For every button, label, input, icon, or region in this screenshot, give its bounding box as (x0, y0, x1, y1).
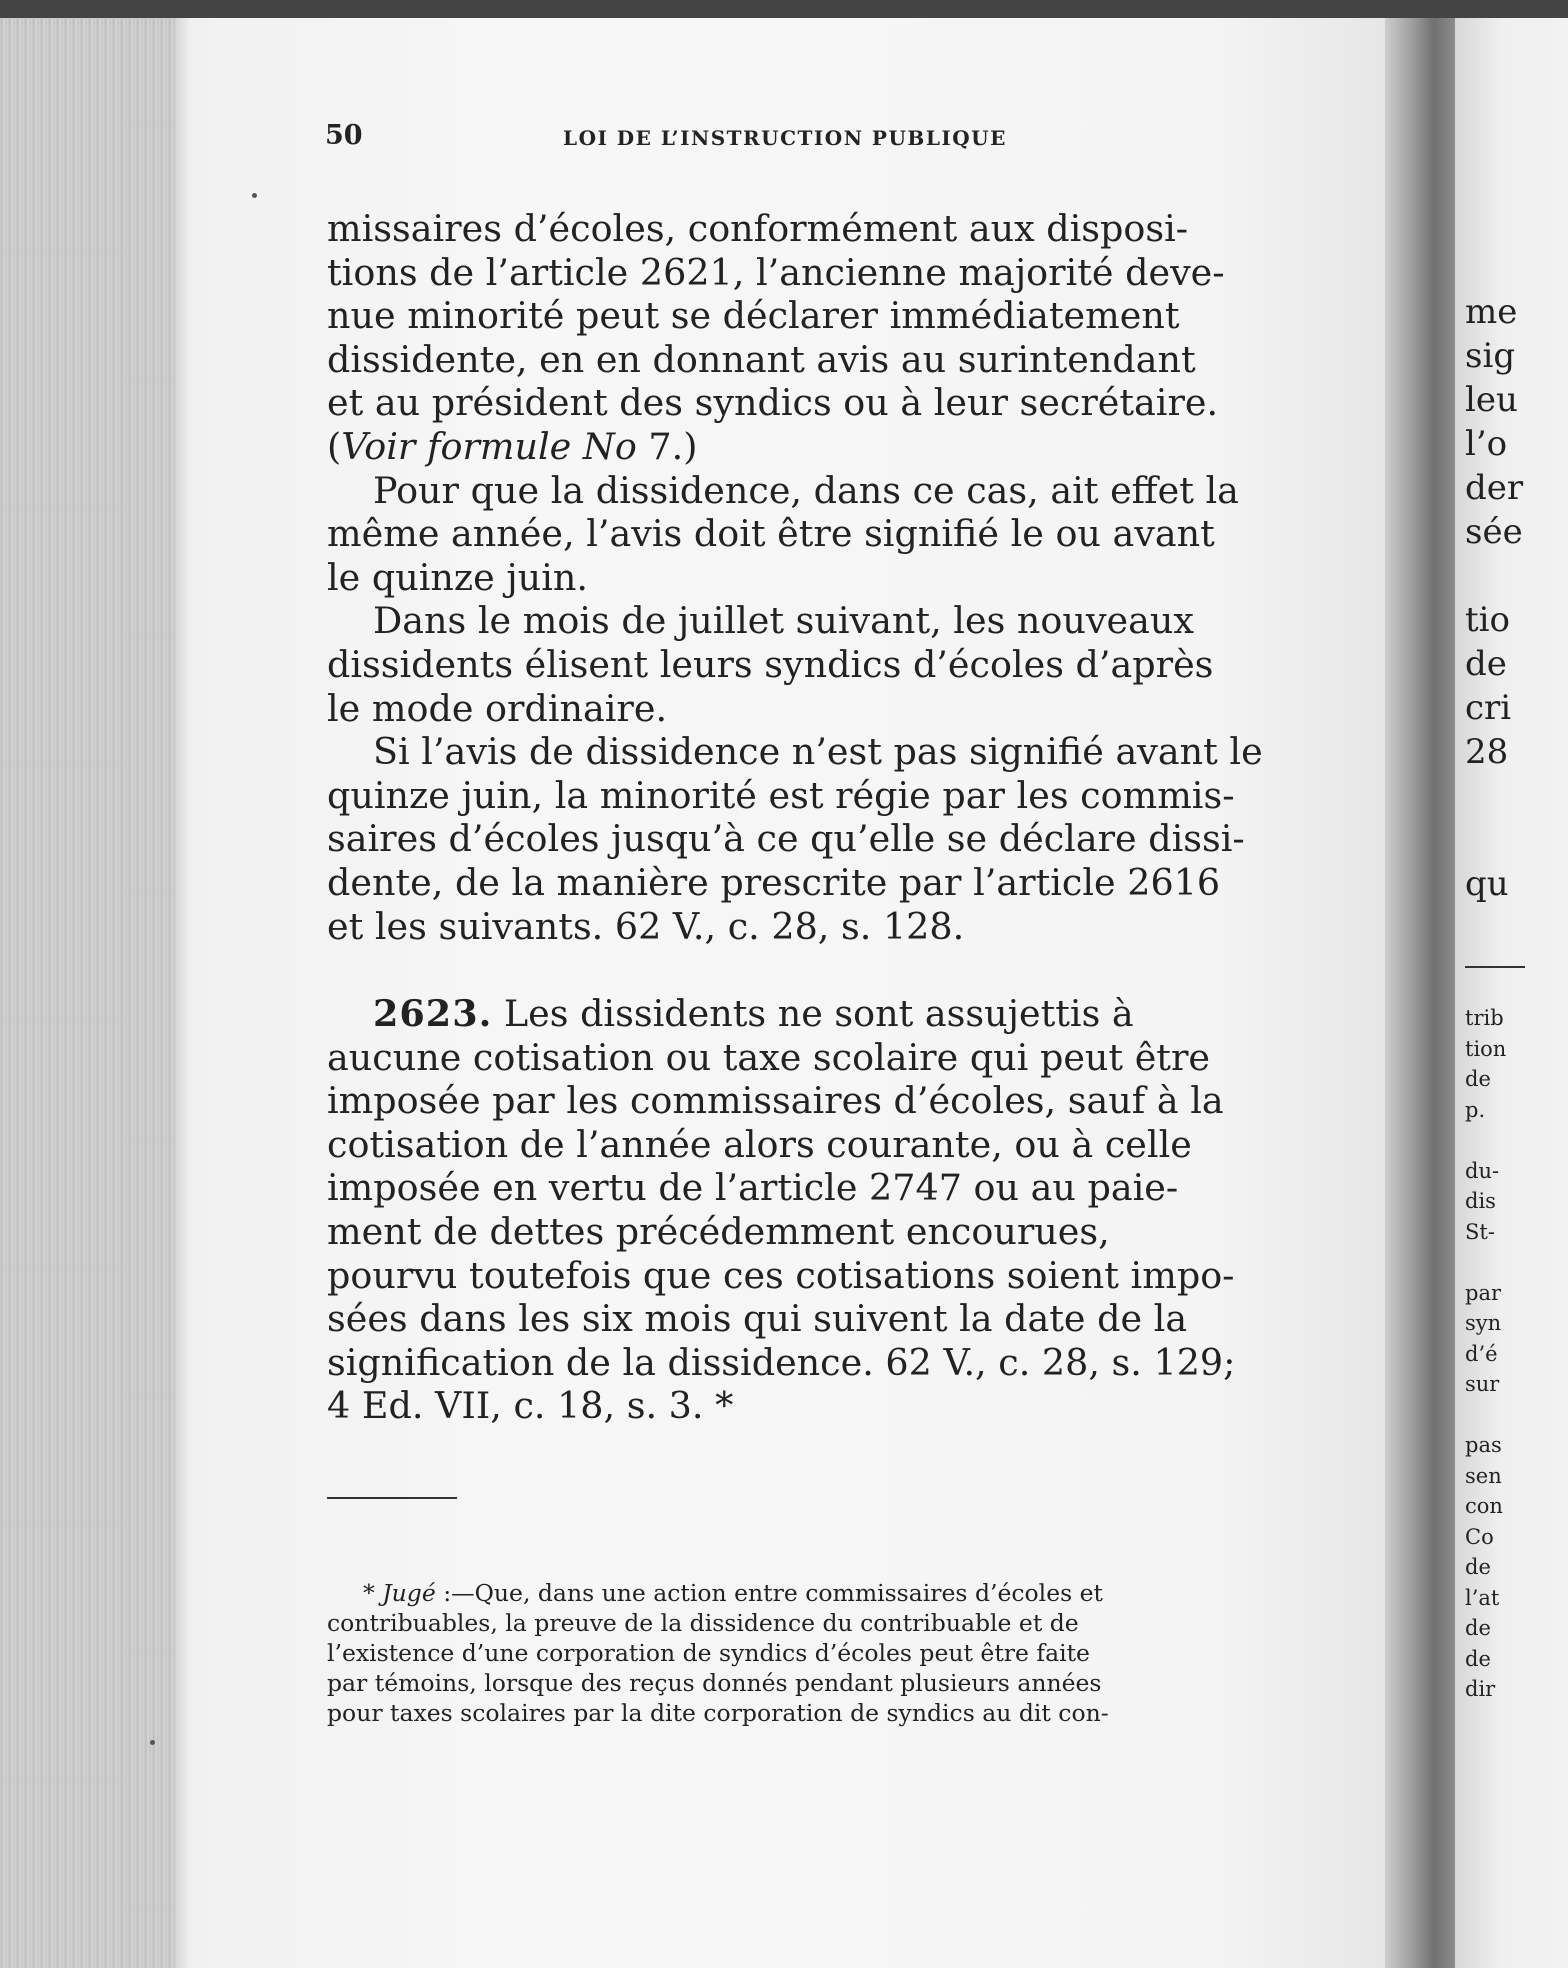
text-line: 4 Ed. VII, c. 18, s. 3. * (327, 1384, 734, 1428)
text-line: et les suivants. 62 V., c. 28, s. 128. (327, 904, 965, 948)
right-page-line-fragment: sig (1465, 336, 1516, 376)
text-line: pourvu toutefois que ces cotisations soient impo- (327, 1253, 1235, 1297)
text-line: dissidente, en en donnant avis au surintendant (327, 337, 1196, 381)
right-page-line-fragment: syn (1465, 1311, 1502, 1335)
footnote-line: par témoins, lorsque des reçus donnés pendant plusieurs années (327, 1669, 1102, 1697)
text-line: nue minorité peut se déclarer immédiatement (327, 294, 1180, 338)
right-page-line-fragment: tio (1465, 600, 1511, 640)
right-page-line-fragment: l’at (1465, 1585, 1500, 1610)
text-line: dissidents élisent leurs syndics d’écoles d’après (327, 642, 1214, 686)
footnote-line: pour taxes scolaires par la dite corporation de syndics au dit con- (327, 1699, 1109, 1727)
article-number: 2623. (373, 992, 493, 1036)
right-page-line-fragment: Co (1465, 1524, 1494, 1549)
text-line: aucune cotisation ou taxe scolaire qui peut être (327, 1035, 1211, 1079)
right-page-line-fragment: de (1465, 1067, 1491, 1091)
right-page-line-fragment: p. (1465, 1097, 1486, 1122)
text-line: le quinze juin. (327, 555, 588, 599)
footnote-line: l’existence d’une corporation de syndics d’écoles peut être faite (327, 1639, 1090, 1667)
text-line: saires d’écoles jusqu’à ce qu’elle se déclare dissi- (327, 817, 1245, 861)
right-page-line-fragment: sen (1465, 1463, 1502, 1488)
scan-speck (150, 1740, 155, 1745)
right-page-line-fragment: dir (1465, 1677, 1496, 1701)
right-page-line-fragment: par (1465, 1280, 1502, 1305)
right-page-footnote-rule (1465, 966, 1525, 968)
paragraph-dissidence-notice (327, 207, 1312, 425)
footnote-line: contribuables, la preuve de la dissidence du contribuable et de (327, 1609, 1079, 1637)
page-header (325, 120, 1065, 160)
footnote-rule (327, 1497, 457, 1499)
page-number: 50 (325, 120, 363, 151)
text-line: cotisation de l’année alors courante, ou à celle (327, 1122, 1192, 1166)
book-page-edges (0, 18, 190, 1968)
right-page-line-fragment: de (1465, 1646, 1491, 1671)
text-line: même année, l’avis doit être signifié le ou avant (327, 512, 1215, 556)
text-line: missaires d’écoles, conformément aux disposi- (327, 207, 1189, 250)
footnote (327, 1578, 1312, 1728)
formula-reference: (Voir formule No 7.) (327, 424, 698, 468)
right-page-line-fragment: cri (1465, 688, 1512, 728)
book-gutter (1385, 18, 1455, 1968)
right-page-line-fragment: trib (1465, 1006, 1504, 1030)
text-line: le mode ordinaire. (327, 686, 668, 730)
right-page-line-fragment: St- (1465, 1219, 1495, 1244)
right-page-line-fragment: leu (1465, 380, 1518, 420)
article-2623-text (327, 1036, 1312, 1428)
text-line: tions de l’article 2621, l’ancienne majorité deve- (327, 250, 1225, 294)
text-line: signification de la dissidence. 62 V., c. 28, s. 129; (327, 1340, 1236, 1384)
right-page-line-fragment: sur (1465, 1372, 1500, 1396)
text-line: sées dans les six mois qui suivent la date de la (327, 1297, 1188, 1341)
right-page-fragment (1455, 18, 1568, 1968)
right-page-line-fragment: de (1465, 644, 1507, 684)
right-page-line-fragment: pas (1465, 1433, 1502, 1457)
text-line: quinze juin, la minorité est régie par les commis- (327, 773, 1235, 817)
article-first-line: 2623. Les dissidents ne sont assujettis à (373, 992, 1134, 1036)
right-page-line-fragment: me (1465, 292, 1518, 332)
paragraph-not-signified (327, 730, 1312, 948)
right-page-line-fragment: sée (1465, 512, 1523, 552)
right-page-line-fragment: 28 (1465, 732, 1509, 772)
footnote-first-line: * Jugé :—Que, dans une action entre commissaires d’écoles et (363, 1579, 1103, 1607)
paragraph-same-year (327, 469, 1312, 600)
text-line: Si l’avis de dissidence n’est pas signifié avant le (373, 730, 1263, 774)
text-line: ment de dettes précédemment encourues, (327, 1210, 1110, 1254)
scan-speck (252, 193, 257, 198)
paragraph-july-election (327, 599, 1312, 730)
running-title: LOI DE L’INSTRUCTION PUBLIQUE (563, 126, 1007, 150)
text-line: dente, de la manière prescrite par l’article 2616 (327, 860, 1221, 904)
right-page-line-fragment: l’o (1465, 424, 1508, 464)
text-line: et au président des syndics ou à leur secrétaire. (327, 381, 1219, 425)
right-page-line-fragment: d’é (1465, 1341, 1498, 1366)
text-line: imposée en vertu de l’article 2747 ou au paie- (327, 1166, 1179, 1210)
right-page-line-fragment: tion (1465, 1036, 1507, 1061)
text-line: imposée par les commissaires d’écoles, sauf à la (327, 1079, 1224, 1123)
right-page-line-fragment: con (1465, 1494, 1503, 1518)
right-page-line-fragment: der (1465, 468, 1524, 508)
right-page-line-fragment: de (1465, 1555, 1491, 1579)
right-page-line-fragment: de (1465, 1616, 1491, 1640)
right-page-line-fragment: qu (1465, 864, 1509, 904)
body-text (327, 207, 1312, 1428)
text-line: Dans le mois de juillet suivant, les nouveaux (373, 599, 1194, 643)
text-line: Pour que la dissidence, dans ce cas, ait effet la (373, 468, 1239, 512)
scan-top-border (0, 0, 1568, 18)
footnote-text (327, 1608, 1312, 1728)
right-page-line-fragment: du- (1465, 1158, 1500, 1183)
right-page-line-fragment: dis (1465, 1189, 1496, 1213)
